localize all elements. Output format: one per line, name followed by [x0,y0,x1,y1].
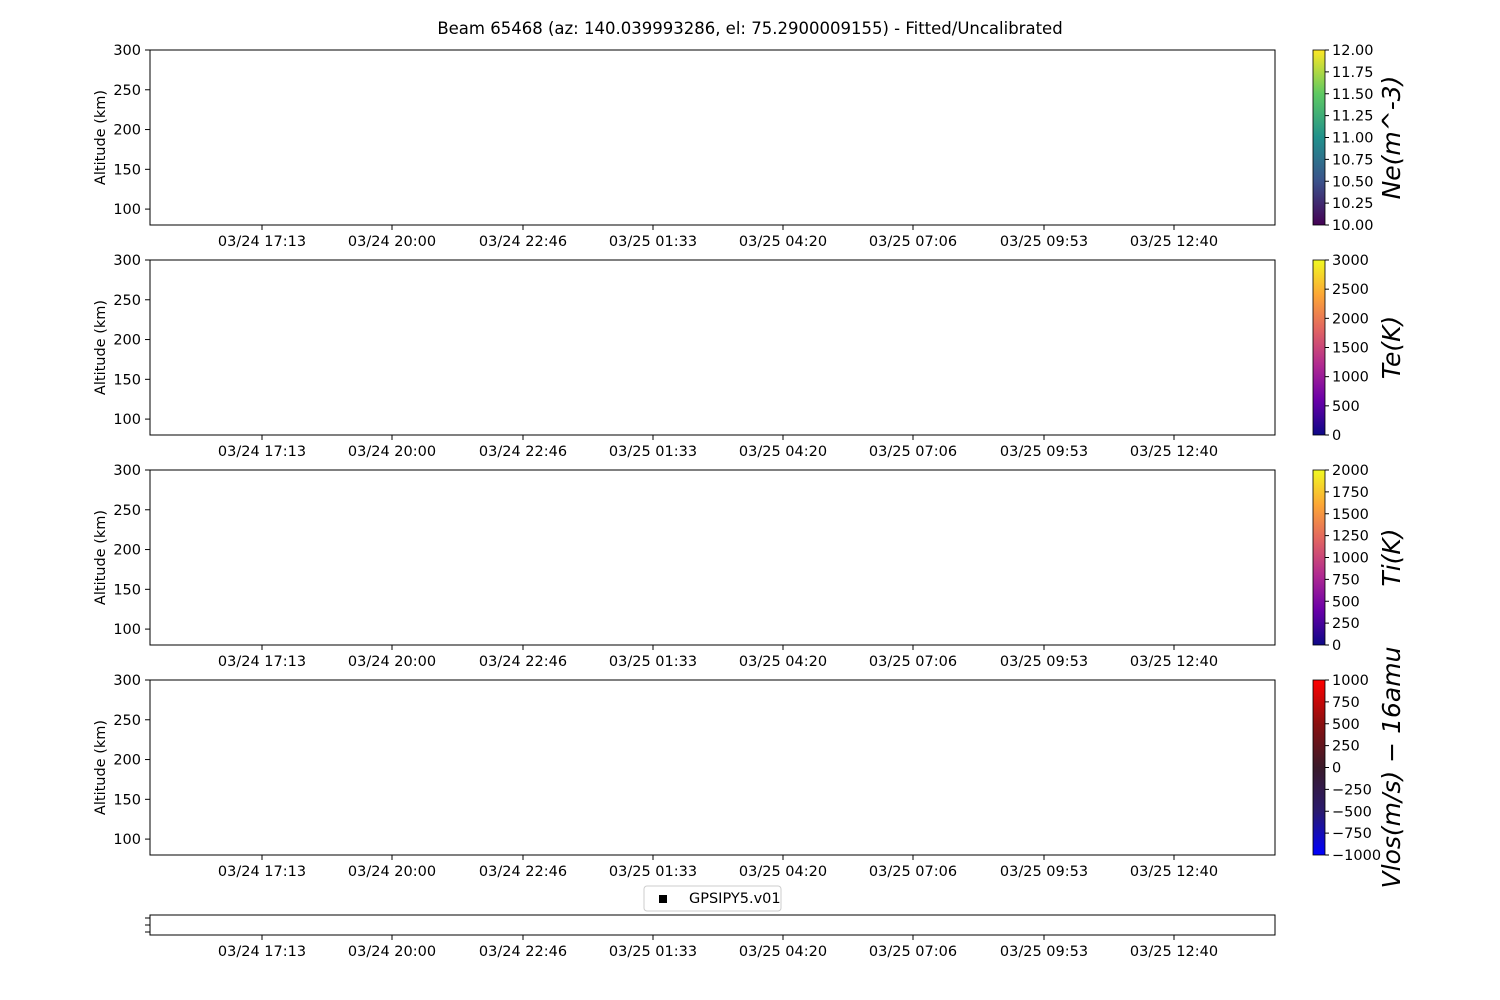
x-tick-label: 03/25 12:40 [1129,654,1219,670]
y-tick-label: 100 [113,622,141,639]
x-tick-label: 03/25 01:33 [608,234,698,250]
colorbar-tick-label: 12.00 [1332,43,1374,59]
y-tick-label: 300 [113,253,141,269]
colorbar-tick-label: 0 [1332,428,1342,444]
x-tick-label: 03/24 17:13 [217,444,307,460]
colorbar-tick-label: 1500 [1332,506,1369,523]
y-tick-label: 150 [113,372,141,389]
y-tick-label: 150 [113,792,141,809]
plot-area [150,260,1275,435]
colorbar-tick-label: −500 [1332,804,1372,821]
colorbar-tick-label: 10.50 [1332,174,1374,191]
x-tick-label: 03/25 07:06 [868,944,958,960]
panel-3 [93,463,1406,670]
colorbar-tick-label: 10.75 [1332,152,1374,169]
colorbar-tick-label: 1750 [1332,484,1369,501]
colorbar-label: Ne(m^-3) [1377,75,1406,200]
y-tick-label: 200 [113,542,141,559]
colorbar-tick-label: 0 [1332,638,1342,654]
x-tick-label: 03/24 17:13 [217,864,307,880]
x-tick-label: 03/25 04:20 [738,654,828,670]
colorbar-scale [1313,50,1325,225]
colorbar-tick-label: −1000 [1332,848,1382,864]
y-tick-label: 300 [113,673,141,689]
x-tick-label: 03/25 09:53 [999,944,1089,960]
colorbar-scale [1313,260,1325,435]
legend [644,886,781,911]
y-tick-label: 200 [113,752,141,769]
colorbar-tick-label: 10.00 [1332,218,1374,234]
y-tick-label: 150 [113,162,141,179]
colorbar-tick-label: 2500 [1332,282,1369,299]
x-tick-label: 03/25 04:20 [738,864,828,880]
x-tick-label: 03/24 20:00 [347,944,437,960]
y-tick-label: 300 [113,43,141,59]
colorbar-tick-label: 3000 [1332,253,1369,269]
colorbar [1313,647,1406,889]
y-axis-label: Altitude (km) [93,509,109,606]
colorbar-tick-label: 1000 [1332,673,1369,689]
colorbar-tick-label: 2000 [1332,463,1369,479]
y-tick-label: 200 [113,122,141,139]
y-tick-label: 100 [113,412,141,429]
colorbar-tick-label: −250 [1332,782,1372,799]
colorbar-tick-label: 11.50 [1332,86,1374,103]
x-tick-label: 03/25 07:06 [868,444,958,460]
x-tick-label: 03/25 07:06 [868,234,958,250]
x-tick-label: 03/25 09:53 [999,864,1089,880]
colorbar-label: Vlos(m/s) − 16amu [1377,646,1406,889]
x-tick-label: 03/25 04:20 [738,234,828,250]
x-tick-label: 03/24 22:46 [478,234,568,250]
colorbar-tick-label: 1000 [1332,369,1369,386]
colorbar [1313,43,1406,234]
x-tick-label: 03/24 22:46 [478,444,568,460]
colorbar-tick-label: 500 [1332,594,1360,611]
colorbar-tick-label: 250 [1332,738,1360,755]
x-tick-label: 03/25 07:06 [868,654,958,670]
panel-2 [93,253,1406,460]
x-tick-label: 03/25 01:33 [608,444,698,460]
colorbar-tick-label: 10.25 [1332,196,1374,213]
colorbar-tick-label: 0 [1332,760,1342,777]
y-axis-label: Altitude (km) [93,89,109,186]
colorbar-label: Ti(K) [1377,528,1406,587]
x-tick-label: 03/24 17:13 [217,654,307,670]
bottom-strip [145,915,1275,960]
colorbar-tick-label: 1000 [1332,550,1369,567]
y-tick-label: 100 [113,202,141,219]
y-tick-label: 200 [113,332,141,349]
x-tick-label: 03/25 01:33 [608,944,698,960]
colorbar [1313,463,1406,654]
colorbar-tick-label: 11.75 [1332,64,1374,81]
colorbar-tick-label: 2000 [1332,311,1369,328]
colorbar-tick-label: 750 [1332,572,1360,589]
y-tick-label: 250 [113,292,141,309]
x-tick-label: 03/25 12:40 [1129,234,1219,250]
plot-area [150,680,1275,855]
plot-area [150,50,1275,225]
colorbar-tick-label: −750 [1332,826,1372,843]
y-tick-label: 300 [113,463,141,479]
y-tick-label: 150 [113,582,141,599]
colorbar-tick-label: 500 [1332,398,1360,415]
colorbar [1313,253,1406,444]
colorbar-scale [1313,470,1325,645]
colorbar-tick-label: 250 [1332,616,1360,633]
x-tick-label: 03/25 09:53 [999,654,1089,670]
x-tick-label: 03/24 20:00 [347,864,437,880]
x-tick-label: 03/24 20:00 [347,444,437,460]
panel-4 [93,647,1406,889]
y-axis-label: Altitude (km) [93,299,109,396]
colorbar-scale [1313,680,1325,855]
x-tick-label: 03/24 22:46 [478,944,568,960]
x-tick-label: 03/24 17:13 [217,944,307,960]
y-axis-label: Altitude (km) [93,719,109,816]
colorbar-tick-label: 500 [1332,716,1360,733]
x-tick-label: 03/24 17:13 [217,234,307,250]
colorbar-tick-label: 1500 [1332,340,1369,357]
panel-1 [93,43,1406,250]
y-tick-label: 250 [113,82,141,99]
colorbar-tick-label: 750 [1332,694,1360,711]
x-tick-label: 03/25 09:53 [999,444,1089,460]
y-tick-label: 250 [113,712,141,729]
x-tick-label: 03/25 04:20 [738,444,828,460]
x-tick-label: 03/24 20:00 [347,234,437,250]
strip-area [150,915,1275,935]
x-tick-label: 03/24 22:46 [478,864,568,880]
colorbar-label: Te(K) [1377,315,1406,380]
x-tick-label: 03/25 04:20 [738,944,828,960]
y-tick-label: 100 [113,832,141,849]
x-tick-label: 03/25 09:53 [999,234,1089,250]
legend-entry-label: GPSIPY5.v01 [689,891,781,907]
x-tick-label: 03/24 22:46 [478,654,568,670]
x-tick-label: 03/25 12:40 [1129,444,1219,460]
x-tick-label: 03/25 01:33 [608,654,698,670]
x-tick-label: 03/25 12:40 [1129,944,1219,960]
colorbar-tick-label: 11.00 [1332,130,1374,147]
x-tick-label: 03/25 01:33 [608,864,698,880]
y-tick-label: 250 [113,502,141,519]
x-tick-label: 03/25 12:40 [1129,864,1219,880]
x-tick-label: 03/25 07:06 [868,864,958,880]
legend-marker [659,895,667,903]
chart-title: Beam 65468 (az: 140.039993286, el: 75.2900009155) - Fitted/Uncalibrated [437,19,1063,38]
plot-area [150,470,1275,645]
colorbar-tick-label: 11.25 [1332,108,1374,125]
colorbar-tick-label: 1250 [1332,528,1369,545]
panels-layer [93,43,1406,888]
x-tick-label: 03/24 20:00 [347,654,437,670]
